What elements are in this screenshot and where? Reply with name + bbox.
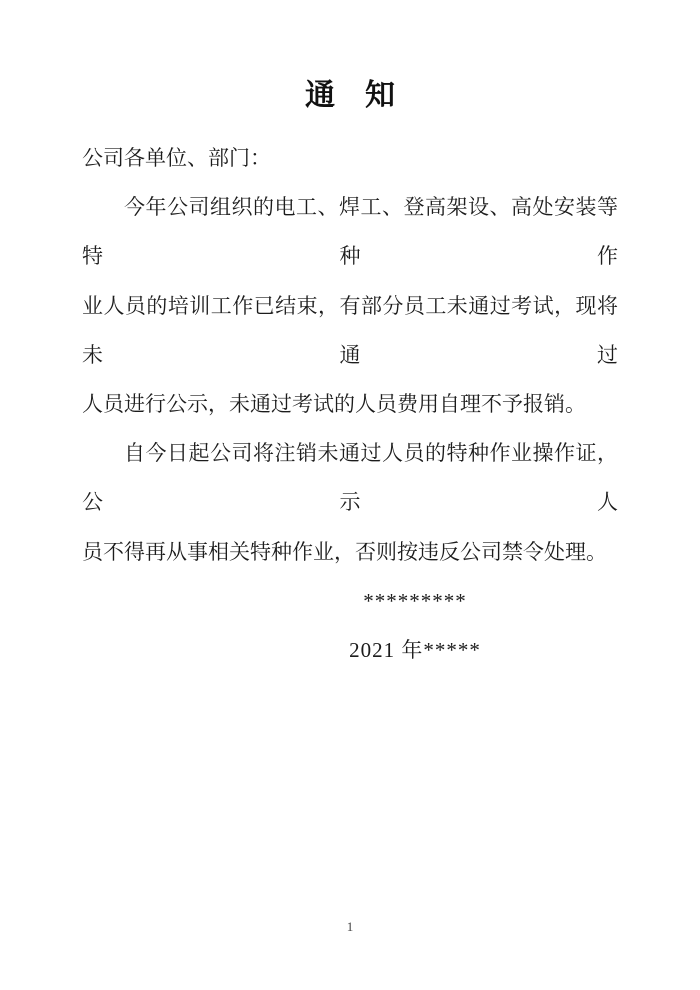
- paragraph-2-line-1: 自今日起公司将注销未通过人员的特种作业操作证，公示人: [82, 441, 618, 515]
- page-number: 1: [346, 919, 354, 934]
- document-title: 通 知: [305, 79, 395, 112]
- paragraph-2: [82, 429, 618, 577]
- paragraph-1-line-3: 人员进行公示，未通过考试的人员费用自理不予报销。: [82, 392, 586, 417]
- date-line: 2021 年*****: [349, 638, 481, 663]
- paragraph-1: [82, 183, 618, 429]
- paragraph-2-line-2: 员不得再从事相关特种作业，否则按违反公司禁令处理。: [82, 539, 607, 564]
- signature-line: *********: [363, 588, 467, 613]
- paragraph-1-line-2: 业人员的培训工作已结束，有部分员工未通过考试，现将未通过: [82, 293, 618, 367]
- document-body: [82, 134, 618, 675]
- paragraph-1-line-1: 今年公司组织的电工、焊工、登高架设、高处安装等特种作: [82, 195, 618, 269]
- salutation: 公司各单位、部门：: [82, 146, 271, 170]
